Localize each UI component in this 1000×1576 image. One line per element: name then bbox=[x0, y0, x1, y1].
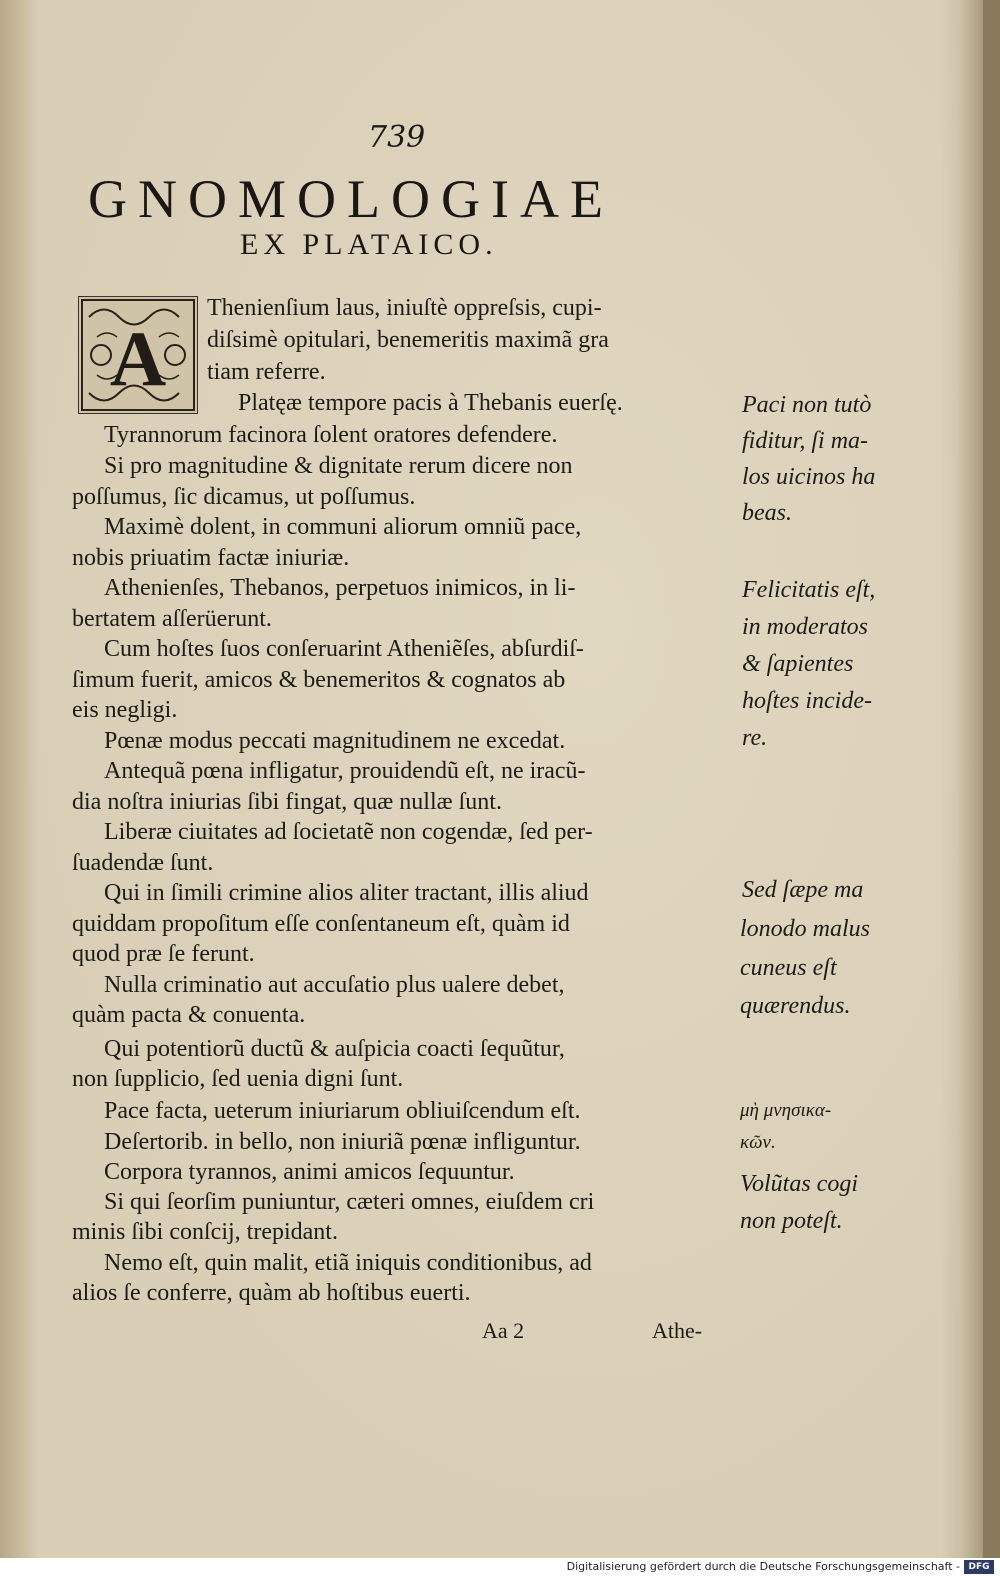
decorated-initial bbox=[78, 296, 198, 414]
catchword: Athe- bbox=[652, 1318, 703, 1343]
text-line: Liberæ ciuitates ad ſocietatẽ non cogendæ, ſed per- bbox=[104, 819, 593, 845]
text-line: ſuadendæ ſunt. bbox=[72, 850, 214, 876]
margin-note-line: Volũtas cogi bbox=[740, 1171, 858, 1197]
margin-note-line: μὴ μνησικα- bbox=[740, 1100, 832, 1121]
margin-note-line: los uicinos ha bbox=[742, 464, 876, 490]
margin-note-line: & ſapientes bbox=[742, 651, 854, 677]
ornamental-initial-icon bbox=[79, 297, 197, 413]
margin-note-line: quærendus. bbox=[740, 993, 851, 1019]
text-line: dia noſtra iniurias ſibi fingat, quæ nullæ ſunt. bbox=[72, 789, 502, 815]
page-subtitle: EX PLATAICO. bbox=[240, 228, 498, 261]
margin-note-line: in moderatos bbox=[742, 614, 868, 640]
text-line: Nulla criminatio aut accuſatio plus ualere debet, bbox=[104, 972, 565, 998]
margin-note-line: κῶν. bbox=[740, 1132, 776, 1153]
text-line: diſsimè opitulari, benemeritis maximã gra bbox=[207, 327, 609, 353]
text-line: Deſertorib. in bello, non iniuriã pœnæ infliguntur. bbox=[104, 1129, 581, 1155]
dfg-logo: DFG bbox=[964, 1560, 994, 1574]
page-title: GNOMOLOGIAE bbox=[88, 169, 614, 229]
text-line: poſſumus, ſic dicamus, ut poſſumus. bbox=[72, 484, 416, 510]
text-line: Tyrannorum facinora ſolent oratores defendere. bbox=[104, 422, 558, 448]
text-line: Si pro magnitudine & dignitate rerum dicere non bbox=[104, 453, 573, 479]
text-line: ſimum fuerit, amicos & benemeritos & cognatos ab bbox=[72, 667, 566, 693]
text-line: Antequã pœna infligatur, prouidendũ eſt, ne iracũ- bbox=[104, 758, 586, 784]
text-line: bertatem aſſerüerunt. bbox=[72, 606, 272, 632]
text-line: Qui potentiorũ ductũ & auſpicia coacti ſequũtur, bbox=[104, 1036, 565, 1062]
text-line: non ſupplicio, ſed uenia digni ſunt. bbox=[72, 1066, 404, 1092]
text-line: quod præ ſe ferunt. bbox=[72, 941, 255, 967]
text-line: Cum hoſtes ſuos conſeruarint Atheniẽſes, abſurdiſ- bbox=[104, 636, 584, 662]
text-line: Qui in ſimili crimine alios aliter tractant, illis aliud bbox=[104, 880, 589, 906]
margin-note-line: fiditur, ſi ma- bbox=[742, 428, 869, 454]
margin-note-line: Felicitatis eſt, bbox=[742, 577, 876, 603]
text-line: Thenienſium laus, iniuſtè oppreſsis, cupi- bbox=[207, 295, 602, 321]
text-line: eis negligi. bbox=[72, 697, 178, 723]
page-edge bbox=[958, 0, 983, 1558]
margin-note-line: non poteſt. bbox=[740, 1208, 843, 1234]
margin-note-line: lonodo malus bbox=[740, 916, 871, 942]
page-number: 739 bbox=[368, 120, 426, 155]
text-line: Platęæ tempore pacis à Thebanis euerſę. bbox=[238, 390, 623, 416]
page-gutter bbox=[0, 0, 28, 1558]
text-line: minis ſibi conſcij, trepidant. bbox=[72, 1219, 338, 1245]
text-line: Pace facta, ueterum iniuriarum obliuiſcendum eſt. bbox=[104, 1098, 581, 1124]
text-line: tiam referre. bbox=[207, 359, 326, 385]
svg-text:A: A bbox=[109, 315, 167, 402]
margin-note-line: re. bbox=[742, 725, 768, 751]
text-line: Si qui ſeorſim puniuntur, cæteri omnes, eiuſdem cri bbox=[104, 1189, 595, 1215]
margin-note-line: Sed ſæpe ma bbox=[742, 877, 864, 903]
text-line: Maximè dolent, in communi aliorum omniũ pace, bbox=[104, 514, 582, 540]
text-line: nobis priuatim factæ iniuriæ. bbox=[72, 545, 350, 571]
text-line: Nemo eſt, quin malit, etiã iniquis conditionibus, ad bbox=[104, 1250, 592, 1276]
digitization-credit: Digitalisierung gefördert durch die Deutsche Forschungsgemeinschaft - bbox=[566, 1560, 960, 1573]
text-line: quiddam propoſitum eſſe conſentaneum eſt, quàm id bbox=[72, 911, 570, 937]
margin-note-line: beas. bbox=[742, 500, 792, 526]
margin-note-line: hoſtes incide- bbox=[742, 688, 872, 714]
text-line: quàm pacta & conuenta. bbox=[72, 1002, 306, 1028]
margin-note-line: Paci non tutò bbox=[742, 392, 872, 418]
text-line: Pœnæ modus peccati magnitudinem ne excedat. bbox=[104, 728, 566, 754]
text-line: Corpora tyrannos, animi amicos ſequuntur. bbox=[104, 1159, 515, 1185]
margin-note-line: cuneus eſt bbox=[740, 955, 837, 981]
text-line: Athenienſes, Thebanos, perpetuos inimicos, in li- bbox=[104, 575, 576, 601]
text-line: alios ſe conferre, quàm ab hoſtibus euerti. bbox=[72, 1280, 471, 1306]
signature-mark: Aa 2 bbox=[482, 1318, 525, 1343]
